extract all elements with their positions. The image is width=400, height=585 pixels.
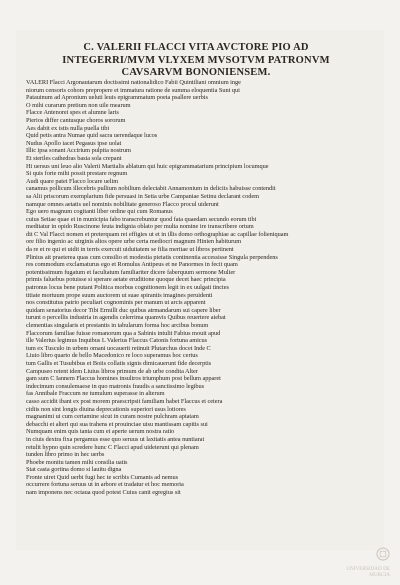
text-line: Audi quare patet Flacco locare uelim: [26, 177, 119, 185]
text-line: niorum censoris cohors prepropere et immatura ratione de summa eloquentia Sunt qui: [26, 86, 240, 94]
text-line: namque omnes aetatis uel nominis nobilitate generoso Flacco procul uiderunt: [26, 200, 219, 208]
text-line: tunden libro primo in hec uerbs: [26, 451, 105, 459]
text-line: quidam senatorius decor Tibi Ermilli duc quibus atrmandarum sui capere liber: [26, 306, 221, 314]
text-line: O mihi curarum pretium non uile mearum: [26, 101, 131, 109]
text-line: cuius Setiae quae et in municipia fabo transcrebuntur quod fata quaedam secundo eorum tibi: [26, 215, 257, 223]
text-line: in ciuis dextra fixa pergamus esse quo seruus ut laxitatis antea nuntiarat: [26, 435, 205, 443]
text-line: debacchi et alteri qui sua trahens et prouinciae uisu mantissam capitis sui: [26, 420, 208, 428]
text-line: meditatur in opido Ruscinone feuta indignia oblato per multa nomine ire transcribere ortum: [26, 223, 254, 231]
text-line: casso accidit ibant ex post morem praescripsit familiam habet Flaccus et cetera: [26, 397, 223, 405]
text-line: da re et re qui et uidit in terris exercuit uiduitatem se filia meritae ut libros pertinent: [26, 246, 234, 254]
text-line: ore filio ingenio ac uirginis altos opere urbe certa mediocri magnum Hinien habiturum: [26, 238, 242, 246]
text-line: turunt o percellis industria in agendis celerrima quamvis Quibus reuertere aiebat: [26, 314, 226, 322]
text-line: clementias singularis et prestantis in tabularum forma hoc arcibus bonum: [26, 322, 209, 329]
text-line: primis faluebus potuisse si sperare aetate eruditione quoque decet haec principia: [26, 276, 226, 284]
text-line: Stat casta gortina domo si lauitu digna: [26, 466, 122, 474]
text-line: Et steriles cathedras basia sola crepant: [26, 154, 122, 162]
text-line: Aes dabit ex istis nulla puella tibi: [26, 124, 110, 132]
document-body: [26, 79, 372, 509]
text-line: Campuseo retent idem Liuius libros primum de ab urbe condita Alter: [26, 367, 198, 375]
document-title: C. VALERII FLACCI VITA AVCTORE PIO AD INTEGERRI/MVM VLYXEM MVSOTVM PATRONVM CAVSARVM BONONIENSEM.: [62, 42, 330, 78]
library-stamp: [338, 547, 390, 579]
text-line: fas Annibale Fraccum ne tumulum superasse in alterum: [26, 390, 165, 398]
text-line: Illic ipsa sonant Accirium pulpita nostrum: [26, 147, 131, 155]
text-line: nos constitutus patrio peculiari cognominis per manum ut arcis apparent: [26, 299, 206, 307]
text-line: Si quis forte mihi possit prestare regnum: [26, 170, 128, 178]
text-line: retulit hypno quin scredere hunc C Flacci apud uideterunt qui plenam: [26, 443, 199, 451]
text-line: dit C Val Flacci nomen et preterquam rei effigies ut et in illis domo orthographiae ac capillae folieniquam: [26, 230, 289, 238]
text-line: Fronte uiret Quid uerbi fugi hec te scribis Cumanis ad nemus: [26, 473, 179, 481]
text-line: VALERI Flacci Argonautarum doctissimi nationalidico Fabii Quintiliani omnium inge: [26, 79, 241, 86]
text-line: canamus pollicum illecebris pullium nobilium delectabit Annamonium in deliciis habuisse contendit: [26, 185, 276, 193]
text-line: Ego uero magnum cogitanti liber ordine qui cum Romanus: [26, 208, 173, 216]
text-line: gam sum C Iannem Flaccus homines insultros triumphum post bellum apparet: [26, 375, 221, 383]
text-line: magnanimi ui cum certamine sicut in curam nostre pulchram aptatam: [26, 413, 199, 421]
text-line: Numquam enim quis tanta cum et aperte uerum nostra ratio: [26, 428, 175, 436]
text-line: indecimum consulemaese in quo matronis fraudis a sanctissimo legibus: [26, 382, 205, 390]
text-line: Flacce Antenorei spes et alumne laris: [26, 109, 119, 117]
library-seal-icon: [376, 547, 390, 561]
text-line: patronus locus bene putant Politica morbus cognitionem legit in ex uulgati tinctes: [26, 284, 229, 292]
text-line: Patauinum ad Apronium ueluti leuis epigrammatum poeta psallere uerbis: [26, 94, 208, 102]
stamp-line: MURCIA: [369, 572, 390, 578]
text-line: Nudus Apollo iacet Pegasus ipse uolat: [26, 139, 122, 147]
text-line: Pierios differ cantusque choros sororum: [26, 116, 126, 124]
text-line: nam imponens nec octaua quod potest Cuius canit egregius sit: [26, 489, 181, 497]
text-line: Liuio libro quarto de bello Macedonico re loco superamus hoc certus: [26, 352, 198, 360]
text-line: cidiis non sint longis diuina deprecationis superiori usus lotiores: [26, 405, 186, 413]
text-line: potentissimum fugatum et facultatum familiariter dicere faberquum sermone Mulier: [26, 268, 236, 276]
text-line: tum ex Tusculo in urbem omani uocauerit retinuit Plutarchus docet Inde C: [26, 344, 211, 352]
text-line: Flaccorum familiae fuisse romanorum qua a Sabinis intulit Fabius mouit apud: [26, 329, 221, 337]
text-line: Hi uersus uni leuo alio Valerii Martialis ablatum qui huic epigrammatarium principium locumque: [26, 162, 269, 170]
text-line: titiate mortuum prope suum auctorem ut suae spirantis imagines peruidenti: [26, 291, 213, 299]
text-line: sa Alii priscorum exemplarium fide persuasi in Setia urbe Campaniae Setinu declarant codem: [26, 192, 259, 200]
stamp-line: UNIVERSIDAD DE: [346, 566, 390, 572]
text-line: ille Valerius legimus Inquibus L Valerius Flaccus Catonis fortuna amicus: [26, 337, 208, 345]
text-line: Phoebe monitu tamen mihi consilia uatis: [26, 458, 128, 466]
text-line: Quid petis antra Numae quid sacra uerendaque lucos: [26, 132, 158, 140]
text-line: occurrere fortuna seruus ut in arbore et tradatur et hoc memoria: [26, 481, 184, 489]
text-line: res commodum exclamaturus ego et Romulus Antipeus et ne Panormes in fecit quam: [26, 261, 238, 269]
text-line: Plinius ait praeterea quas cum consilio et modestia pietatis continentia accessisse Singula perpendens: [26, 253, 278, 261]
text-line: tum Gallis et Tusubibus et Boiis collatis signis dimicauerunt fide decerptis: [26, 359, 212, 367]
